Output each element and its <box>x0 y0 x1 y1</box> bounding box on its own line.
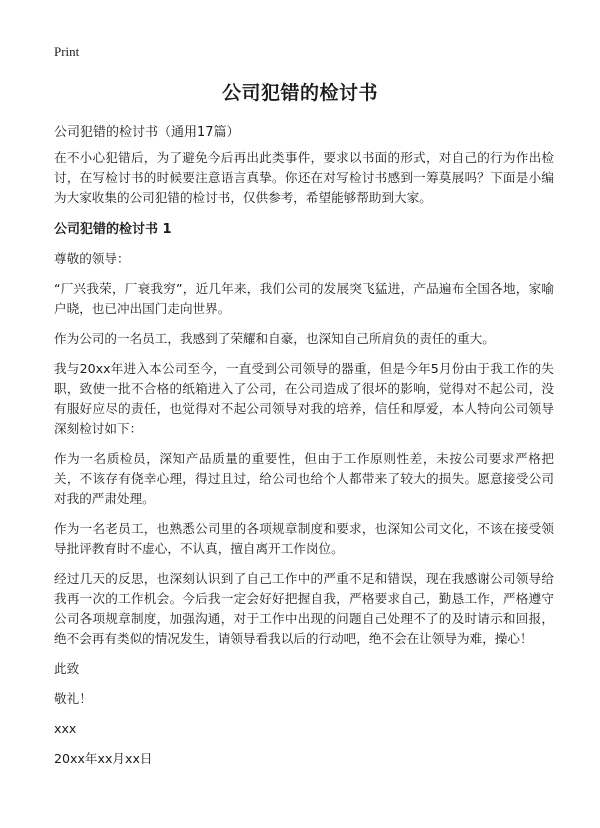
date: 20xx年xx月xx日 <box>54 751 153 766</box>
closing-line: 此致 <box>54 661 80 676</box>
document-body <box>54 148 554 779</box>
intro-paragraph: 在不小心犯错后，为了避免今后再出此类事件，要求以书面的形式，对自己的行为作出检讨，在写检讨书的时候要注意语言真挚。你还在对写检讨书感到一筹莫展吗？下面是小编为大家收集的公司犯错的检讨书，仅供参考，希望能够帮助到大家。 <box>54 150 554 205</box>
body-paragraph: 作为公司的一名员工，我感到了荣耀和自豪，也深知自己所肩负的责任的重大。 <box>54 331 495 346</box>
body-paragraph: 经过几天的反思，也深刻认识到了自己工作中的严重不足和错误，现在我感谢公司领导给我再一次的工作机会。今后我一定会好好把握自我，严格要求自己，勤恳工作，严格遵守公司各项规章制度，加强沟通，对于工作中出现的问题自己处理不了的及时请示和回报，绝不会再有类似的情况发生，请领导看我以后的行动吧，绝不会在让领导为难，操心！ <box>54 571 554 646</box>
salutation: 尊敬的领导： <box>54 251 130 266</box>
body-paragraph: 我与20xx年进入本公司至今，一直受到公司领导的器重，但是今年5月份由于我工作的失职，致使一批不合格的纸箱进入了公司，在公司造成了很坏的影响，觉得对不起公司，没有服好应尽的责任，也觉得对不起公司领导对我的培养，信任和厚爱，本人特向公司领导深刻检讨如下： <box>54 361 554 436</box>
print-link[interactable]: Print <box>54 44 80 59</box>
body-paragraph: 作为一名质检员，深知产品质量的重要性，但由于工作原则性差，未按公司要求严格把关，不该存有侥幸心理，得过且过，给公司也给个人都带来了较大的损失。愿意接受公司对我的严肃处理。 <box>54 451 554 506</box>
body-paragraph: 作为一名老员工，也熟悉公司里的各项规章制度和要求，也深知公司文化，不该在接受领导批评教育时不虚心，不认真，擅自离开工作岗位。 <box>54 521 554 556</box>
body-paragraph: “厂兴我荣，厂衰我穷”，近几年来，我们公司的发展突飞猛进，产品遍布全国各地，家喻户晓，也已冲出国门走向世界。 <box>54 281 554 316</box>
page-title: 公司犯错的检讨书 <box>221 82 378 104</box>
document-subtitle: 公司犯错的检讨书（通用17篇） <box>54 125 240 140</box>
closing-greeting: 敬礼！ <box>54 691 92 706</box>
signature: xxx <box>54 721 77 736</box>
section-heading: 公司犯错的检讨书 1 <box>54 222 172 237</box>
